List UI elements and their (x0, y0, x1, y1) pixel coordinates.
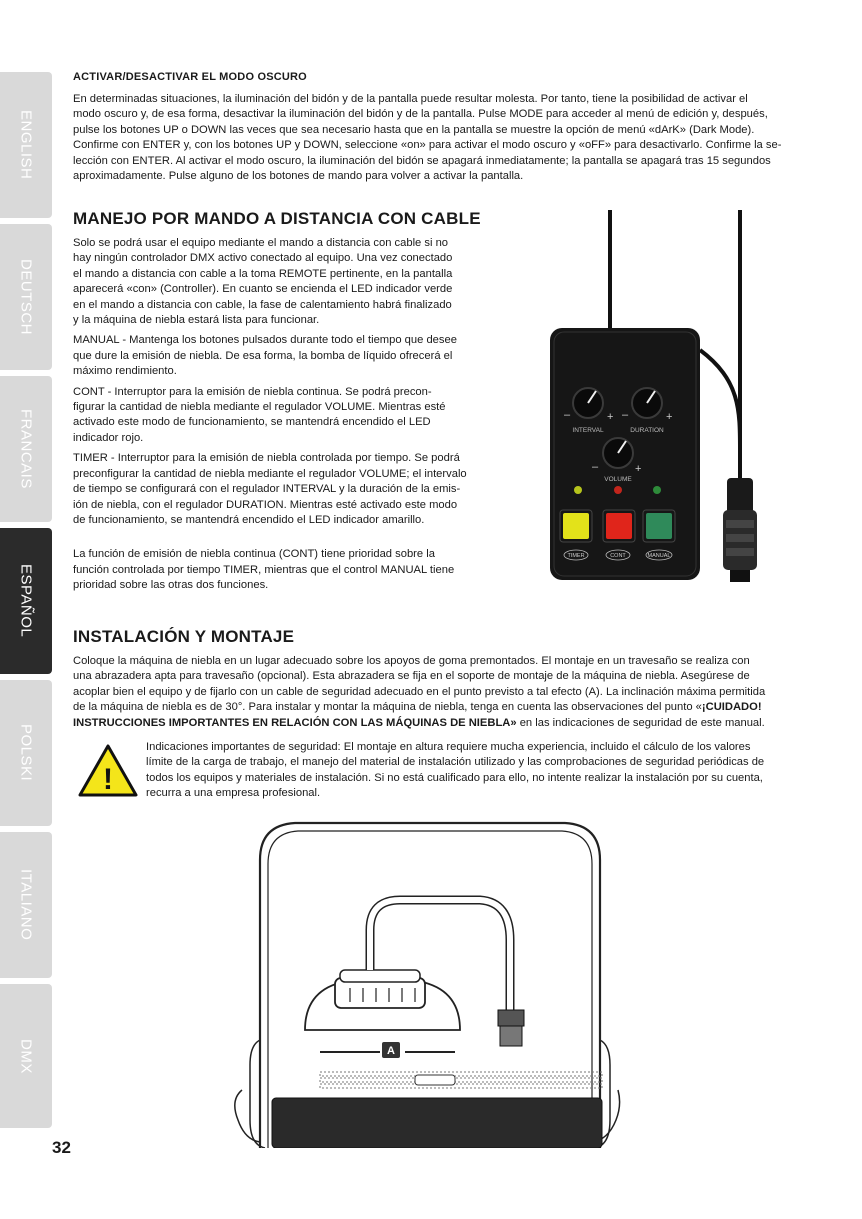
timer-button[interactable] (563, 513, 589, 539)
fog-machine-illustration (230, 820, 622, 1148)
text-line: ión de niebla, con el regulador DURATION. Mientras esté activado este modo (73, 498, 458, 511)
text-line: función controlada por tiempo TIMER, mientras que el control MANUAL tiene (73, 563, 455, 576)
cable-loop (700, 350, 740, 450)
tab-label: ESPAÑOL (17, 564, 35, 638)
tab-english[interactable] (0, 72, 52, 218)
tab-deutsch[interactable] (0, 224, 52, 370)
timer-button-label: TIMER (567, 553, 585, 559)
manual-button-label: MANUAL (647, 553, 671, 559)
cuidado-text: ¡CUIDADO! (701, 701, 762, 714)
text-line: Solo se podrá usar el equipo mediante el mando a distancia con cable si no (73, 237, 449, 249)
page-number: 32 (52, 1138, 71, 1157)
text-line: el mando a distancia con cable a la toma REMOTE pertinente, en la pantalla (73, 267, 453, 280)
timer-paragraph (73, 451, 467, 528)
volume-label: VOLUME (604, 476, 632, 483)
din-connector (723, 478, 757, 582)
hose-fitting (498, 1010, 524, 1046)
front-panel (272, 1098, 602, 1148)
dark-mode-heading: ACTIVAR/DESACTIVAR EL MODO OSCURO (73, 71, 307, 83)
text-line: que dure la emisión de niebla. De esa forma, la bomba de líquido ofrecerá el (73, 349, 453, 362)
text-line: una abrazadera apta para travesaño (opcional). Esta abrazadera se fija en el soporte de montaje de la máquina de niebla. Asegúrese de (73, 670, 750, 683)
duration-knob (632, 388, 662, 418)
volume-knob (603, 438, 633, 468)
safety-point-a-label: A (387, 1045, 395, 1057)
text-line: En determinadas situaciones, la iluminación del bidón y de la pantalla puede resultar molesta. Por tanto, tiene la posibilidad de activar el (73, 93, 748, 105)
tab-label: ENGLISH (17, 110, 35, 180)
priority-paragraph (73, 547, 467, 593)
tab-polski[interactable] (0, 680, 52, 826)
warning-triangle-icon (77, 743, 139, 799)
text-line: Coloque la máquina de niebla en un lugar adecuado sobre los apoyos de goma premontados. El montaje en un travesaño se realiza con (73, 655, 750, 667)
text-line: La función de emisión de niebla continua (CONT) tiene prioridad sobre la (73, 548, 435, 561)
green-led (653, 486, 661, 494)
cont-paragraph (73, 385, 467, 447)
interval-knob (573, 388, 603, 418)
text-line: prioridad sobre las otras dos funciones. (73, 579, 269, 592)
text-line: todos los equipos y materiales de instalación. Si no está cualificado para ello, no intente realizar la instalación por su cuenta, (146, 771, 763, 784)
text-line: máximo rendimiento. (73, 365, 177, 378)
tab-label: ITALIANO (17, 869, 35, 941)
text-line: MANUAL - Mantenga los botones pulsados durante todo el tiempo que desee (73, 334, 457, 347)
text-segment: de la máquina de niebla es de 30°. Para instalar y montar la máquina de niebla, tenga en cuenta las observaciones del punto « (73, 701, 702, 714)
tab-italiano[interactable] (0, 832, 52, 978)
remote-controller-illustration (540, 210, 790, 595)
text-segment: en las indicaciones de seguridad de este manual. (516, 716, 765, 729)
text-line: recurra a una empresa profesional. (146, 787, 321, 800)
tab-francais[interactable] (0, 376, 52, 522)
text-line: en el mando a distancia con cable, la fase de calentamiento habrá finalizado (73, 298, 452, 311)
text-line: lección con ENTER. Al activar el modo oscuro, la iluminación del bidón se apagará inmediatamente; la pantalla se apagará tras 15 segundos (73, 154, 771, 167)
text-line: pulse los botones UP o DOWN las veces que sea necesario hasta que en la pantalla se muestre la opción de menú «dArK» (Dark Mode). (73, 123, 755, 136)
interval-label: INTERVAL (572, 427, 604, 434)
text-line: CONT - Interruptor para la emisión de niebla continua. Se podrá precon- (73, 385, 432, 398)
install-paragraph (73, 654, 793, 731)
text-line: activado este modo de funcionamiento, se mantendrá encendido el LED (73, 416, 431, 429)
remote-text (73, 236, 467, 594)
plus-label: + (666, 411, 673, 423)
text-line: de funcionamiento, se mantendrá encendido el LED indicador amarillo. (73, 513, 425, 526)
tab-label: DEUTSCH (17, 258, 35, 335)
tab-label: POLSKI (17, 724, 35, 782)
install-heading: INSTALACIÓN Y MONTAJE (73, 627, 295, 646)
text-line: TIMER - Interruptor para la emisión de niebla controlada por tiempo. Se podrá (73, 452, 460, 465)
text-line (73, 716, 793, 731)
text-line: Indicaciones importantes de seguridad: El montaje en altura requiere mucha experiencia, incluido el cálculo de los valores (146, 741, 751, 753)
text-line: acoplar bien el equipo y de fijarlo con un cable de seguridad adecuado en el punto previsto a tal efecto (A). La inclinación máxima permitida (73, 685, 766, 698)
text-line: preconfigurar la cantidad de niebla mediante el regulador VOLUME; el intervalo (73, 467, 467, 480)
manual-paragraph (73, 333, 467, 379)
text-line (73, 700, 793, 715)
text-line: hay ningún controlador DMX activo conectado al equipo. Una vez conectado (73, 252, 453, 265)
text-line: modo oscuro y, de esa forma, desactivar la iluminación del bidón y de la pantalla. Pulse MODE para acceder al menú de edición y, después, (73, 108, 768, 121)
text-line: indicador rojo. (73, 431, 144, 444)
plus-label: + (635, 463, 642, 475)
minus-label: – (592, 461, 599, 473)
text-line: aparecerá «con» (Controller). En cuanto se encienda el LED indicador verde (73, 283, 453, 296)
tab-espanol[interactable] (0, 528, 52, 674)
cont-button[interactable] (606, 513, 632, 539)
text-line: límite de la carga de trabajo, el manejo del material de instalación utilizado y las comprobaciones de seguridad periódicas de (146, 756, 765, 769)
tab-label: DMX (17, 1038, 35, 1074)
yellow-led (574, 486, 582, 494)
cont-button-label: CONT (610, 553, 626, 559)
remote-heading: MANEJO POR MANDO A DISTANCIA CON CABLE (73, 209, 481, 228)
safety-warning-text (146, 740, 786, 802)
intro-paragraph (73, 236, 467, 328)
manual-button[interactable] (646, 513, 672, 539)
plus-label: + (607, 411, 614, 423)
tank-cap (305, 970, 460, 1030)
text-line: de tiempo se configurará con el regulador INTERVAL y la duración de la emis- (73, 483, 461, 496)
vent-grille (320, 1072, 602, 1088)
text-line: Confirme con ENTER y, con los botones UP y DOWN, seleccione «on» para activar el modo oscuro y «oFF» para desactivarlo. Confirme la se- (73, 139, 782, 152)
red-led (614, 486, 622, 494)
warning-symbol: ! (103, 763, 113, 796)
tab-dmx[interactable] (0, 984, 52, 1128)
important-instructions-text: INSTRUCCIONES IMPORTANTES EN RELACIÓN CON LAS MÁQUINAS DE NIEBLA» (73, 716, 517, 729)
minus-label: – (564, 409, 571, 421)
text-line: y la máquina de niebla estará lista para funcionar. (73, 314, 320, 327)
tab-label: FRANCAIS (17, 409, 35, 489)
minus-label: – (622, 409, 629, 421)
dark-mode-paragraph (73, 92, 793, 184)
duration-label: DURATION (630, 427, 664, 434)
text-line: figurar la cantidad de niebla mediante el regulador VOLUME. Mientras esté (73, 401, 446, 414)
text-line: aproximadamente. Pulse alguno de los botones de mando para volver a activar la pantalla. (73, 170, 524, 183)
